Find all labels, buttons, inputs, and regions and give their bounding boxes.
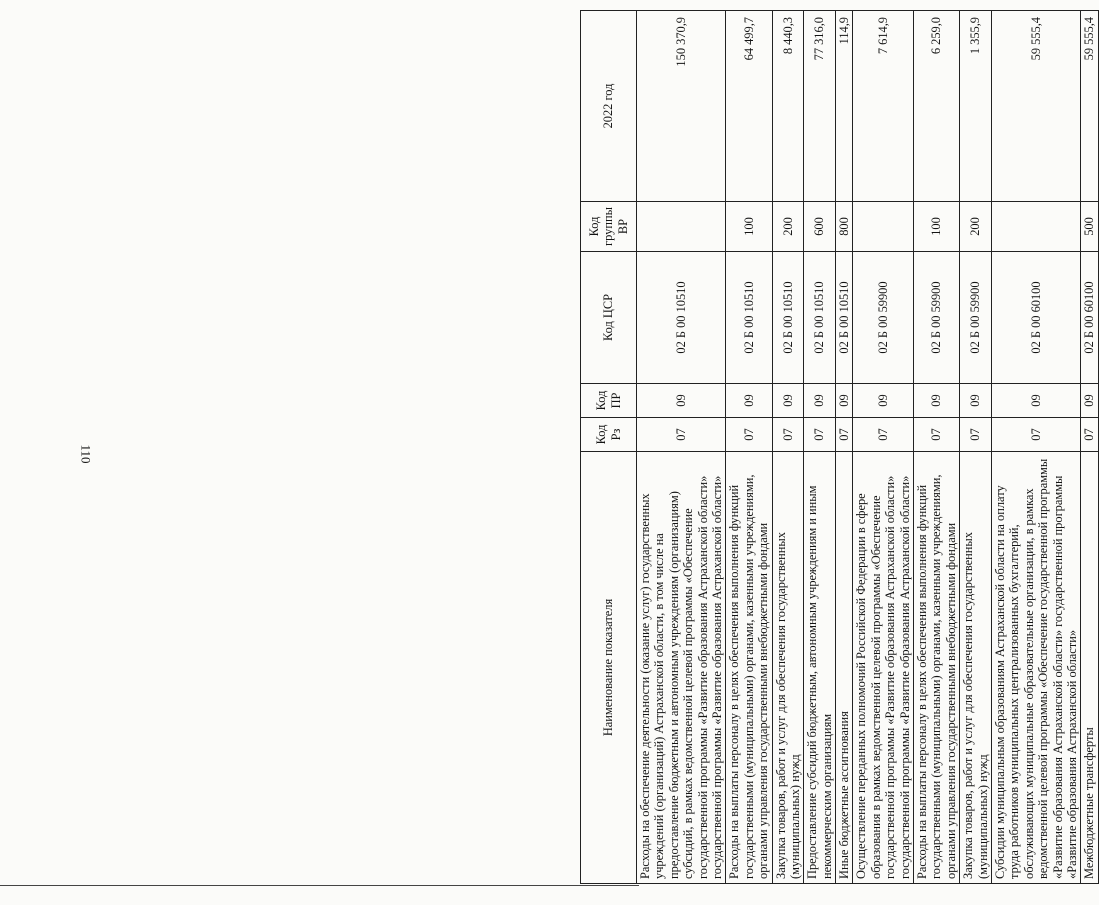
row-vr [853,202,914,252]
row-rz: 07 [914,418,960,452]
row-amount: 150 370,9 [637,11,726,202]
row-csr: 02 Б 00 10510 [637,252,726,384]
table-row [853,11,914,884]
row-name: Закупка товаров, работ и услуг для обеспечения государственных (муниципальных) нужд [960,452,992,884]
row-vr [637,202,726,252]
header-row [581,11,637,884]
row-csr: 02 Б 00 10510 [772,252,804,384]
header-pr: Код ПР [581,384,637,418]
row-vr: 500 [1081,202,1098,252]
row-vr: 100 [726,202,772,252]
row-pr: 09 [804,384,836,418]
row-amount: 6 259,0 [914,11,960,202]
row-name: Закупка товаров, работ и услуг для обеспечения государственных (муниципальных) нужд [772,452,804,884]
row-name: Осуществление переданных полномочий Российской Федерации в сфере образования в рамках ведомственной целевой программы «Обеспечение государственной программы «Развитие образования Астраханской области» государственной программы «Развитие образования Астраханской области» [853,452,914,884]
row-vr: 200 [772,202,804,252]
row-amount: 64 499,7 [726,11,772,202]
row-name: Расходы на обеспечение деятельности (оказание услуг) государственных учреждений (организаций) Астраханской области, в том числе на предоставление бюджетным и автономным учреждениям (организациям) субсидий, в рамках ведомственной целевой программы «Обеспечение государственной программы «Развитие образования Астраханской области» государственной программы «Развитие образования Астраханской области» [637,452,726,884]
row-rz: 07 [1081,418,1098,452]
row-pr: 09 [772,384,804,418]
row-vr: 200 [960,202,992,252]
row-pr: 09 [914,384,960,418]
row-rz: 07 [804,418,836,452]
rotated-table-container [580,11,1097,884]
row-csr: 02 Б 00 10510 [804,252,836,384]
row-rz: 07 [853,418,914,452]
row-name: Расходы на выплаты персоналу в целях обеспечения выполнения функций государственными (муниципальными) органами, казенными учреждениями, органами управления государственными внебюджетными фондами [914,452,960,884]
table-row [726,11,772,884]
table-row [991,11,1080,884]
row-rz: 07 [772,418,804,452]
row-amount: 59 555,4 [991,11,1080,202]
row-pr: 09 [836,384,853,418]
row-rz: 07 [836,418,853,452]
row-rz: 07 [726,418,772,452]
row-csr: 02 Б 00 10510 [836,252,853,384]
row-amount: 114,9 [836,11,853,202]
table-row [836,11,853,884]
row-pr: 09 [853,384,914,418]
table-row [1081,11,1098,884]
table-row [914,11,960,884]
table-row [772,11,804,884]
table-row [637,11,726,884]
row-rz: 07 [991,418,1080,452]
header-csr: Код ЦСР [581,252,637,384]
row-csr: 02 Б 00 59900 [914,252,960,384]
row-rz: 07 [637,418,726,452]
table-row [804,11,836,884]
header-name: Наименование показателя [581,452,637,884]
row-csr: 02 Б 00 60100 [1081,252,1098,384]
table-row [960,11,992,884]
row-pr: 09 [726,384,772,418]
row-csr: 02 Б 00 59900 [853,252,914,384]
budget-table [580,10,1099,884]
row-amount: 59 555,4 [1081,11,1098,202]
row-vr: 800 [836,202,853,252]
header-rz: Код Рз [581,418,637,452]
row-pr: 09 [637,384,726,418]
row-pr: 09 [1081,384,1098,418]
row-vr: 100 [914,202,960,252]
row-amount: 7 614,9 [853,11,914,202]
page-bottom-rule [0,885,639,886]
row-rz: 07 [960,418,992,452]
row-amount: 1 355,9 [960,11,992,202]
row-csr: 02 Б 00 10510 [726,252,772,384]
row-amount: 77 316,0 [804,11,836,202]
row-name: Межбюджетные трансферты [1081,452,1098,884]
row-name: Расходы на выплаты персоналу в целях обеспечения выполнения функций государственными (муниципальными) органами, казенными учреждениями, органами управления государственными внебюджетными фондами [726,452,772,884]
row-name: Иные бюджетные ассигнования [836,452,853,884]
row-csr: 02 Б 00 59900 [960,252,992,384]
row-name: Субсидии муниципальным образованиям Астраханской области на оплату труда работников муниципальных централизованных бухгалтерий, обслуживающих муниципальные образовательные организации, в рамках ведомственной целевой программы «Обеспечение государственной программы «Развитие образования Астраханской области» государственной программы «Развитие образования Астраханской области» [991,452,1080,884]
header-year: 2022 год [581,11,637,202]
row-pr: 09 [991,384,1080,418]
row-amount: 8 440,3 [772,11,804,202]
row-name: Предоставление субсидий бюджетным, автономным учреждениям и иным некоммерческим организациям [804,452,836,884]
row-vr: 600 [804,202,836,252]
page-number: 110 [78,444,94,464]
row-vr [991,202,1080,252]
row-csr: 02 Б 00 60100 [991,252,1080,384]
row-pr: 09 [960,384,992,418]
header-vr: Код группы ВР [581,202,637,252]
